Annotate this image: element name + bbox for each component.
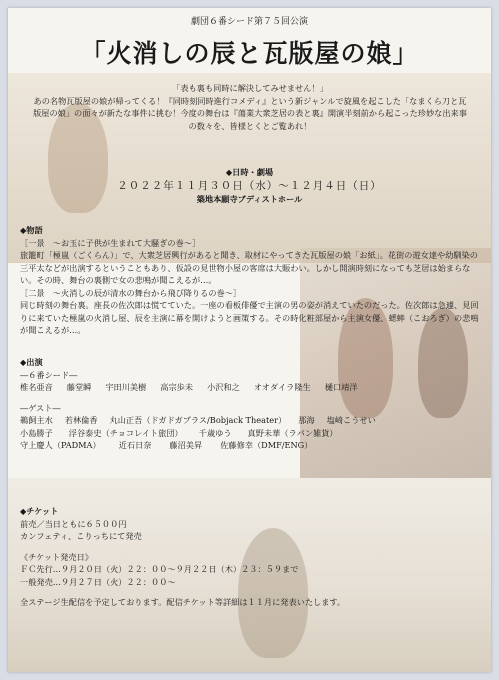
cast-member: 藤堂瞬 — [66, 382, 92, 392]
catch-lead: 「表も裏も同時に解決してみせません！」 — [172, 83, 328, 93]
flyer-sheet — [8, 8, 491, 672]
guest-row-1 — [20, 414, 485, 427]
cast-block — [20, 356, 485, 452]
guest-member: 浮谷泰史（チョコレイト旅団） — [68, 427, 183, 438]
guest-member: 塩崎こうせい — [326, 415, 376, 425]
guest-member: 小島勝子 — [20, 427, 53, 438]
cast-member: 椎名亜音 — [20, 382, 53, 392]
flyer-content — [8, 8, 491, 672]
venue-name: 築地本願寺ブディストホール — [196, 193, 303, 204]
guest-row-3 — [20, 439, 485, 452]
ticket-vendor: カンフェティ、こりっちにて発売 — [20, 531, 142, 541]
performance-dates: ２０２２年１１月３０日（水）～１２月４日（日） — [117, 179, 382, 192]
cast-heading: ◆出演 — [20, 357, 43, 367]
story-block — [20, 224, 482, 337]
cast-member: 宇田川美樹 — [105, 382, 147, 392]
guest-row-2 — [20, 427, 485, 440]
ticket-price: 前売／当日ともに６５００円 — [20, 518, 127, 529]
guest-member: 鵜飼主水 — [20, 415, 53, 425]
guest-member: 真野未華（ラパン雑貨） — [247, 427, 338, 438]
company-members-row — [20, 381, 485, 394]
streaming-note: 全ステージ生配信を予定しております。配信チケット等詳細は１１月に発表いたします。 — [20, 597, 346, 607]
guest-label: ―ゲスト― — [20, 402, 61, 413]
episode1-title: ［一景 ～お玉に子供が生まれて大騒ぎの巻～］ — [20, 237, 201, 248]
production-subtitle: 劇団６番シード第７５回公演 — [190, 17, 308, 27]
guest-member: 藤沼美昇 — [169, 440, 203, 450]
play-title: 「火消しの辰と瓦版屋の娘」 — [80, 39, 419, 68]
schedule-block — [8, 166, 491, 205]
guest-member: 若林倫香 — [64, 415, 98, 425]
guest-member: 千歳ゆう — [198, 427, 232, 438]
sale-heading: 《チケット発売日》 — [20, 551, 93, 562]
guest-member: 丸山正吾（ドガドガプラス/Bobjack Theater） — [109, 415, 287, 425]
catchphrase-block — [30, 82, 470, 132]
cast-member: 樋口靖洋 — [324, 382, 358, 392]
cast-member: オオダイラ隆生 — [253, 382, 311, 392]
episode2-title: ［二景 ～火消しの辰が清水の舞台から飛び降りるの巻～］ — [20, 287, 242, 298]
guest-member: 那海 — [298, 415, 315, 425]
general-sale: 一般発売…９月２７日（火）２２：００～ — [20, 576, 176, 587]
guest-member: 近石日奈 — [118, 440, 152, 450]
episode1-text: 旅籠町「極嵐（ごくらん）」で、大衆芝居興行があると聞き、取材にやってきた瓦版屋の娘「お紙」。花街の遊女達や幼馴染の三平太などが出演するということもあり、仮設の見世物小屋の客席は大賑わい。しかし開演時刻になっても芝居は始まらない。その時、舞台の裏側で女の悲鳴が聞こえるが…。 — [20, 250, 478, 285]
schedule-heading: ◆日時・劇場 — [225, 167, 274, 177]
ticket-block — [20, 505, 485, 609]
episode2-text: 同じ時刻の舞台裏。座長の佐次郎は慌てていた。一座の看板俳優で主演の男の姿が消えていたのだった。佐次郎は急遽、見回りに来ていた極嵐の火消し屋、辰を主演に幕を開けようと画策する。その時化粧部屋から主演女優、蟋蟀（こおろぎ）の悲鳴が聞こえるが…。 — [20, 300, 479, 335]
cast-member: 高宗歩未 — [160, 382, 194, 392]
guest-member: 佐藤修幸（DMF/ENG） — [220, 440, 313, 450]
fanclub-presale: ＦＣ先行…９月２０日（火）２２：００～９月２２日（木）２３：５９まで — [20, 564, 299, 574]
catch-body: あの名物瓦版屋の娘が帰ってくる！『同時刻同時進行コメディ』という新ジャンルで旋風を起こした「なまくら刀と瓦版屋の娘」の面々が新たな事件に挑む！今度の舞台は『蕩業大衆芝居の表と裏』開演半刻前から起こった珍妙な出来事の数々を、皆様とくとご覧あれ！ — [33, 95, 467, 131]
company-label: ―６番シード― — [20, 369, 78, 380]
cast-member: 小沢和之 — [207, 382, 240, 392]
ticket-heading: ◆チケット — [20, 506, 59, 516]
guest-member: 守上慶人（PADMA） — [20, 440, 101, 450]
story-heading: ◆物語 — [20, 225, 43, 235]
